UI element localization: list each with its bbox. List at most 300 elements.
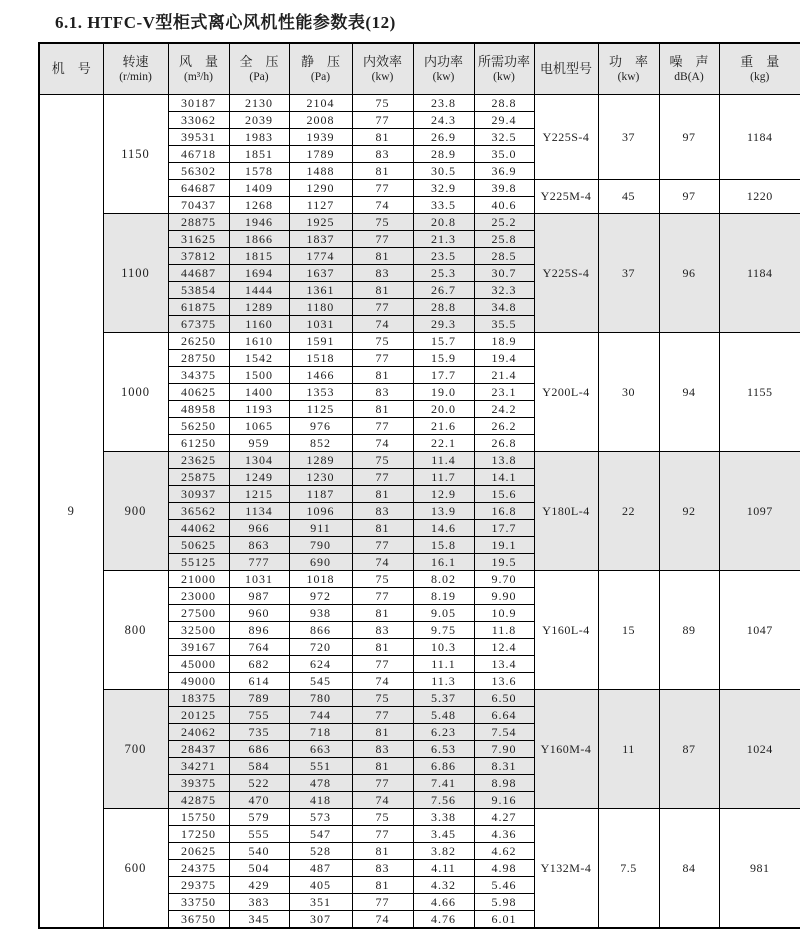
value-cell: 81 — [352, 639, 413, 656]
value-cell: 81 — [352, 520, 413, 537]
value-cell: 19.1 — [474, 537, 534, 554]
value-cell: 718 — [289, 724, 352, 741]
value-cell: 540 — [229, 843, 289, 860]
value-cell: 36750 — [168, 911, 229, 929]
value-cell: 13.8 — [474, 452, 534, 469]
noise-cell: 89 — [659, 571, 719, 690]
value-cell: 49000 — [168, 673, 229, 690]
value-cell: 4.62 — [474, 843, 534, 860]
value-cell: 15750 — [168, 809, 229, 826]
value-cell: 81 — [352, 163, 413, 180]
weight-cell: 1184 — [719, 214, 800, 333]
value-cell: 19.4 — [474, 350, 534, 367]
speed-cell: 1100 — [103, 214, 168, 333]
value-cell: 1466 — [289, 367, 352, 384]
value-cell: 6.86 — [413, 758, 474, 775]
column-header-label: 全 压 — [230, 54, 289, 70]
value-cell: 75 — [352, 571, 413, 588]
value-cell: 24.2 — [474, 401, 534, 418]
value-cell: 555 — [229, 826, 289, 843]
value-cell: 34.8 — [474, 299, 534, 316]
value-cell: 75 — [352, 452, 413, 469]
value-cell: 29.4 — [474, 112, 534, 129]
value-cell: 77 — [352, 656, 413, 673]
speed-cell: 1150 — [103, 95, 168, 214]
value-cell: 3.82 — [413, 843, 474, 860]
machine-no-cell: 9 — [39, 95, 103, 929]
page-title: 6.1. HTFC-V型柜式离心风机性能参数表(12) — [55, 8, 800, 33]
table-row — [39, 690, 800, 707]
column-header-label: 重 量 — [720, 54, 800, 70]
value-cell: 56250 — [168, 418, 229, 435]
value-cell: 584 — [229, 758, 289, 775]
column-header — [659, 43, 719, 95]
value-cell: 35.0 — [474, 146, 534, 163]
value-cell: 429 — [229, 877, 289, 894]
value-cell: 23.1 — [474, 384, 534, 401]
value-cell: 28.8 — [474, 95, 534, 112]
value-cell: 81 — [352, 248, 413, 265]
motor-model-cell: Y200L-4 — [534, 333, 598, 452]
value-cell: 8.19 — [413, 588, 474, 605]
column-header-unit: (kg) — [720, 70, 800, 84]
motor-model-cell: Y132M-4 — [534, 809, 598, 929]
header-row — [39, 43, 800, 95]
value-cell: 15.7 — [413, 333, 474, 350]
value-cell: 81 — [352, 282, 413, 299]
value-cell: 545 — [289, 673, 352, 690]
value-cell: 39375 — [168, 775, 229, 792]
value-cell: 23000 — [168, 588, 229, 605]
value-cell: 6.64 — [474, 707, 534, 724]
value-cell: 1249 — [229, 469, 289, 486]
value-cell: 3.45 — [413, 826, 474, 843]
weight-cell: 1047 — [719, 571, 800, 690]
value-cell: 26.8 — [474, 435, 534, 452]
value-cell: 573 — [289, 809, 352, 826]
value-cell: 7.41 — [413, 775, 474, 792]
value-cell: 20.8 — [413, 214, 474, 231]
value-cell: 40625 — [168, 384, 229, 401]
value-cell: 720 — [289, 639, 352, 656]
value-cell: 7.54 — [474, 724, 534, 741]
value-cell: 10.3 — [413, 639, 474, 656]
value-cell: 30.5 — [413, 163, 474, 180]
column-header-unit: (Pa) — [290, 70, 352, 84]
value-cell: 14.1 — [474, 469, 534, 486]
noise-cell: 96 — [659, 214, 719, 333]
value-cell: 1774 — [289, 248, 352, 265]
value-cell: 17.7 — [413, 367, 474, 384]
value-cell: 32.5 — [474, 129, 534, 146]
value-cell: 345 — [229, 911, 289, 929]
value-cell: 55125 — [168, 554, 229, 571]
value-cell: 1215 — [229, 486, 289, 503]
table-row — [39, 214, 800, 231]
value-cell: 74 — [352, 316, 413, 333]
value-cell: 614 — [229, 673, 289, 690]
value-cell: 682 — [229, 656, 289, 673]
value-cell: 5.98 — [474, 894, 534, 911]
value-cell: 50625 — [168, 537, 229, 554]
value-cell: 18.9 — [474, 333, 534, 350]
motor-model-cell: Y225M-4 — [534, 180, 598, 214]
value-cell: 1268 — [229, 197, 289, 214]
value-cell: 764 — [229, 639, 289, 656]
value-cell: 1065 — [229, 418, 289, 435]
value-cell: 74 — [352, 554, 413, 571]
value-cell: 1866 — [229, 231, 289, 248]
value-cell: 7.90 — [474, 741, 534, 758]
value-cell: 1134 — [229, 503, 289, 520]
value-cell: 4.36 — [474, 826, 534, 843]
value-cell: 19.5 — [474, 554, 534, 571]
value-cell: 81 — [352, 129, 413, 146]
value-cell: 17250 — [168, 826, 229, 843]
value-cell: 77 — [352, 469, 413, 486]
speed-cell: 900 — [103, 452, 168, 571]
value-cell: 1289 — [229, 299, 289, 316]
value-cell: 20625 — [168, 843, 229, 860]
value-cell: 77 — [352, 299, 413, 316]
value-cell: 15.9 — [413, 350, 474, 367]
value-cell: 10.9 — [474, 605, 534, 622]
column-header — [289, 43, 352, 95]
value-cell: 28.5 — [474, 248, 534, 265]
value-cell: 976 — [289, 418, 352, 435]
value-cell: 35.5 — [474, 316, 534, 333]
value-cell: 11.1 — [413, 656, 474, 673]
value-cell: 351 — [289, 894, 352, 911]
value-cell: 83 — [352, 146, 413, 163]
value-cell: 1983 — [229, 129, 289, 146]
value-cell: 32.3 — [474, 282, 534, 299]
noise-cell: 87 — [659, 690, 719, 809]
value-cell: 959 — [229, 435, 289, 452]
value-cell: 11.4 — [413, 452, 474, 469]
column-header-label: 功 率 — [599, 54, 659, 70]
value-cell: 83 — [352, 384, 413, 401]
column-header — [474, 43, 534, 95]
column-header-label: 转速 — [104, 54, 168, 70]
value-cell: 30937 — [168, 486, 229, 503]
value-cell: 663 — [289, 741, 352, 758]
value-cell: 383 — [229, 894, 289, 911]
value-cell: 34375 — [168, 367, 229, 384]
value-cell: 1180 — [289, 299, 352, 316]
value-cell: 26.9 — [413, 129, 474, 146]
value-cell: 1193 — [229, 401, 289, 418]
value-cell: 61875 — [168, 299, 229, 316]
value-cell: 81 — [352, 367, 413, 384]
column-header-label: 内功率 — [414, 54, 474, 70]
value-cell: 81 — [352, 401, 413, 418]
value-cell: 1591 — [289, 333, 352, 350]
value-cell: 18375 — [168, 690, 229, 707]
value-cell: 77 — [352, 231, 413, 248]
speed-cell: 600 — [103, 809, 168, 929]
value-cell: 789 — [229, 690, 289, 707]
value-cell: 1925 — [289, 214, 352, 231]
value-cell: 418 — [289, 792, 352, 809]
value-cell: 1304 — [229, 452, 289, 469]
value-cell: 29.3 — [413, 316, 474, 333]
noise-cell: 97 — [659, 180, 719, 214]
value-cell: 522 — [229, 775, 289, 792]
value-cell: 2104 — [289, 95, 352, 112]
motor-model-cell: Y160L-4 — [534, 571, 598, 690]
value-cell: 777 — [229, 554, 289, 571]
value-cell: 25.8 — [474, 231, 534, 248]
value-cell: 36.9 — [474, 163, 534, 180]
value-cell: 735 — [229, 724, 289, 741]
column-header-label: 内效率 — [353, 54, 413, 70]
value-cell: 1031 — [289, 316, 352, 333]
value-cell: 77 — [352, 112, 413, 129]
value-cell: 77 — [352, 418, 413, 435]
value-cell: 1789 — [289, 146, 352, 163]
value-cell: 470 — [229, 792, 289, 809]
speed-cell: 800 — [103, 571, 168, 690]
value-cell: 36562 — [168, 503, 229, 520]
value-cell: 7.56 — [413, 792, 474, 809]
value-cell: 1488 — [289, 163, 352, 180]
table-row — [39, 809, 800, 826]
column-header-unit: (Pa) — [230, 70, 289, 84]
value-cell: 2130 — [229, 95, 289, 112]
table-header — [39, 43, 800, 95]
column-header-unit: (kw) — [414, 70, 474, 84]
motor-power-cell: 45 — [598, 180, 659, 214]
value-cell: 11.7 — [413, 469, 474, 486]
column-header-unit: (kw) — [475, 70, 534, 84]
column-header — [413, 43, 474, 95]
value-cell: 44062 — [168, 520, 229, 537]
value-cell: 6.01 — [474, 911, 534, 929]
value-cell: 547 — [289, 826, 352, 843]
value-cell: 1939 — [289, 129, 352, 146]
value-cell: 11.3 — [413, 673, 474, 690]
value-cell: 690 — [289, 554, 352, 571]
value-cell: 16.8 — [474, 503, 534, 520]
column-header — [103, 43, 168, 95]
value-cell: 478 — [289, 775, 352, 792]
weight-cell: 981 — [719, 809, 800, 929]
value-cell: 77 — [352, 537, 413, 554]
value-cell: 13.6 — [474, 673, 534, 690]
value-cell: 3.38 — [413, 809, 474, 826]
value-cell: 21.6 — [413, 418, 474, 435]
fan-spec-table — [38, 42, 800, 929]
value-cell: 1160 — [229, 316, 289, 333]
value-cell: 1946 — [229, 214, 289, 231]
value-cell: 1578 — [229, 163, 289, 180]
value-cell: 77 — [352, 588, 413, 605]
noise-cell: 97 — [659, 95, 719, 180]
value-cell: 487 — [289, 860, 352, 877]
value-cell: 960 — [229, 605, 289, 622]
value-cell: 4.11 — [413, 860, 474, 877]
motor-power-cell: 37 — [598, 214, 659, 333]
motor-power-cell: 37 — [598, 95, 659, 180]
value-cell: 896 — [229, 622, 289, 639]
value-cell: 12.4 — [474, 639, 534, 656]
value-cell: 12.9 — [413, 486, 474, 503]
value-cell: 4.66 — [413, 894, 474, 911]
weight-cell: 1220 — [719, 180, 800, 214]
value-cell: 53854 — [168, 282, 229, 299]
value-cell: 9.75 — [413, 622, 474, 639]
value-cell: 528 — [289, 843, 352, 860]
table-row — [39, 95, 800, 112]
value-cell: 24062 — [168, 724, 229, 741]
weight-cell: 1097 — [719, 452, 800, 571]
value-cell: 74 — [352, 197, 413, 214]
value-cell: 6.23 — [413, 724, 474, 741]
motor-model-cell: Y225S-4 — [534, 214, 598, 333]
value-cell: 75 — [352, 95, 413, 112]
value-cell: 26250 — [168, 333, 229, 350]
value-cell: 33750 — [168, 894, 229, 911]
noise-cell: 94 — [659, 333, 719, 452]
value-cell: 504 — [229, 860, 289, 877]
motor-power-cell: 15 — [598, 571, 659, 690]
value-cell: 74 — [352, 911, 413, 929]
value-cell: 29375 — [168, 877, 229, 894]
column-header-label: 电机型号 — [535, 61, 598, 77]
value-cell: 75 — [352, 690, 413, 707]
column-header-label: 噪 声 — [660, 54, 719, 70]
value-cell: 28437 — [168, 741, 229, 758]
value-cell: 77 — [352, 707, 413, 724]
value-cell: 81 — [352, 877, 413, 894]
value-cell: 1031 — [229, 571, 289, 588]
value-cell: 81 — [352, 758, 413, 775]
column-header-unit: dB(A) — [660, 70, 719, 84]
column-header — [719, 43, 800, 95]
speed-cell: 1000 — [103, 333, 168, 452]
value-cell: 83 — [352, 265, 413, 282]
value-cell: 21.3 — [413, 231, 474, 248]
value-cell: 39531 — [168, 129, 229, 146]
value-cell: 1444 — [229, 282, 289, 299]
column-header — [229, 43, 289, 95]
motor-power-cell: 7.5 — [598, 809, 659, 929]
value-cell: 44687 — [168, 265, 229, 282]
value-cell: 77 — [352, 180, 413, 197]
value-cell: 1409 — [229, 180, 289, 197]
value-cell: 23.8 — [413, 95, 474, 112]
motor-model-cell: Y225S-4 — [534, 95, 598, 180]
value-cell: 19.0 — [413, 384, 474, 401]
value-cell: 866 — [289, 622, 352, 639]
value-cell: 77 — [352, 775, 413, 792]
value-cell: 45000 — [168, 656, 229, 673]
value-cell: 39.8 — [474, 180, 534, 197]
column-header-label: 所需功率 — [475, 54, 534, 70]
value-cell: 1290 — [289, 180, 352, 197]
value-cell: 9.90 — [474, 588, 534, 605]
value-cell: 77 — [352, 894, 413, 911]
column-header-unit: (r/min) — [104, 70, 168, 84]
value-cell: 81 — [352, 605, 413, 622]
value-cell: 74 — [352, 673, 413, 690]
table-body — [39, 95, 800, 929]
value-cell: 39167 — [168, 639, 229, 656]
value-cell: 5.37 — [413, 690, 474, 707]
motor-model-cell: Y180L-4 — [534, 452, 598, 571]
value-cell: 83 — [352, 860, 413, 877]
value-cell: 938 — [289, 605, 352, 622]
column-header-label: 静 压 — [290, 54, 352, 70]
value-cell: 13.9 — [413, 503, 474, 520]
value-cell: 1815 — [229, 248, 289, 265]
value-cell: 972 — [289, 588, 352, 605]
value-cell: 64687 — [168, 180, 229, 197]
value-cell: 1637 — [289, 265, 352, 282]
column-header-unit: (m³/h) — [169, 70, 229, 84]
weight-cell: 1024 — [719, 690, 800, 809]
value-cell: 405 — [289, 877, 352, 894]
column-header-label: 机 号 — [40, 61, 103, 77]
value-cell: 966 — [229, 520, 289, 537]
table-row — [39, 452, 800, 469]
value-cell: 34271 — [168, 758, 229, 775]
column-header-unit: (kw) — [353, 70, 413, 84]
value-cell: 83 — [352, 622, 413, 639]
value-cell: 25.3 — [413, 265, 474, 282]
value-cell: 790 — [289, 537, 352, 554]
value-cell: 33.5 — [413, 197, 474, 214]
value-cell: 37812 — [168, 248, 229, 265]
noise-cell: 92 — [659, 452, 719, 571]
motor-model-cell: Y160M-4 — [534, 690, 598, 809]
value-cell: 77 — [352, 350, 413, 367]
value-cell: 74 — [352, 435, 413, 452]
value-cell: 30187 — [168, 95, 229, 112]
motor-power-cell: 22 — [598, 452, 659, 571]
value-cell: 1187 — [289, 486, 352, 503]
column-header — [168, 43, 229, 95]
value-cell: 81 — [352, 843, 413, 860]
value-cell: 26.2 — [474, 418, 534, 435]
value-cell: 9.16 — [474, 792, 534, 809]
value-cell: 579 — [229, 809, 289, 826]
value-cell: 67375 — [168, 316, 229, 333]
value-cell: 74 — [352, 792, 413, 809]
value-cell: 40.6 — [474, 197, 534, 214]
value-cell: 1694 — [229, 265, 289, 282]
value-cell: 8.98 — [474, 775, 534, 792]
value-cell: 61250 — [168, 435, 229, 452]
value-cell: 780 — [289, 690, 352, 707]
value-cell: 16.1 — [413, 554, 474, 571]
value-cell: 1500 — [229, 367, 289, 384]
column-header-unit: (kw) — [599, 70, 659, 84]
value-cell: 83 — [352, 741, 413, 758]
weight-cell: 1155 — [719, 333, 800, 452]
value-cell: 6.50 — [474, 690, 534, 707]
value-cell: 14.6 — [413, 520, 474, 537]
value-cell: 852 — [289, 435, 352, 452]
value-cell: 744 — [289, 707, 352, 724]
value-cell: 6.53 — [413, 741, 474, 758]
value-cell: 624 — [289, 656, 352, 673]
value-cell: 21000 — [168, 571, 229, 588]
value-cell: 1289 — [289, 452, 352, 469]
value-cell: 75 — [352, 214, 413, 231]
value-cell: 4.98 — [474, 860, 534, 877]
